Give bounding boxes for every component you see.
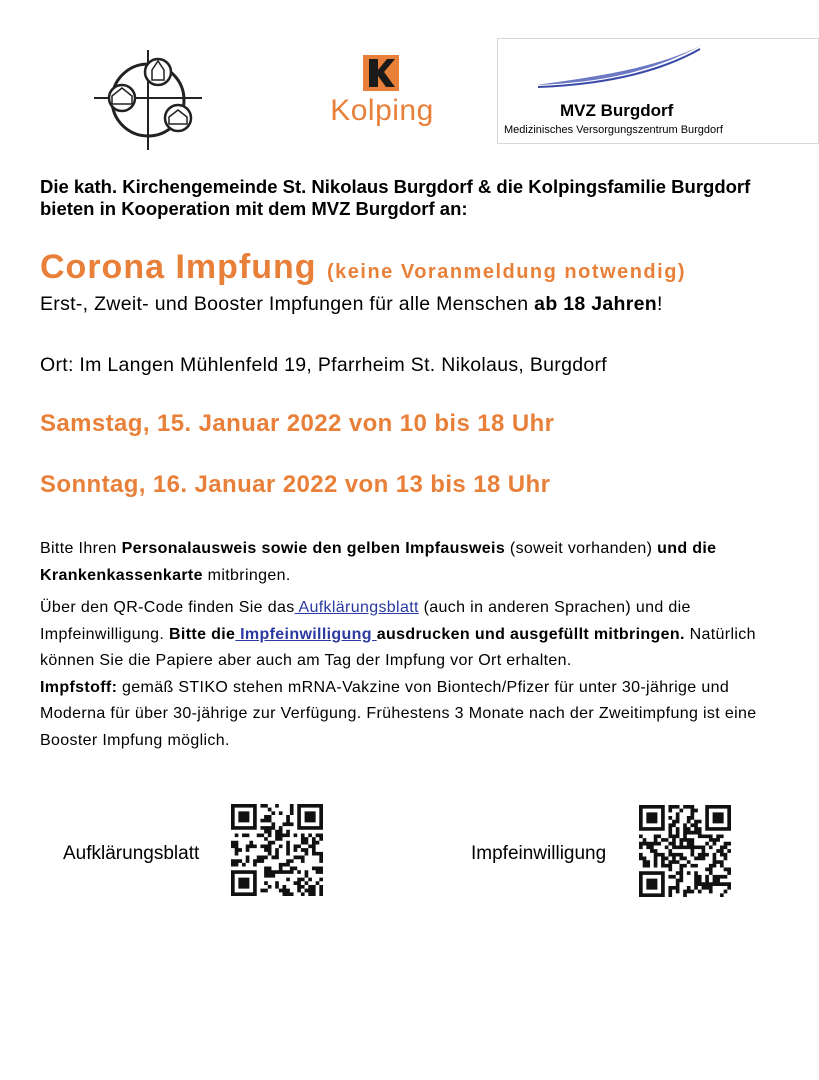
kolping-logo-mark [363, 55, 399, 91]
target-group-pre: Erst-, Zweit- und Booster Impfungen für alle Menschen [40, 293, 535, 315]
qr-finder-pattern [639, 805, 665, 831]
documents-text-1: Bitte Ihren [40, 540, 122, 557]
church-parish-logo [92, 48, 204, 152]
impfeinwilligung-link[interactable]: Impfeinwilligung [235, 625, 377, 643]
target-group-post: ! [657, 293, 663, 315]
target-group-bold: ab 18 Jahren [534, 293, 657, 315]
mvz-logo [497, 38, 819, 144]
qr-finder-pattern [231, 870, 257, 896]
date-saturday: Samstag, 15. Januar 2022 von 10 bis 18 Uhr [40, 410, 555, 437]
documents-paragraph [40, 536, 770, 589]
qr-label-aufklaerungsblatt: Aufklärungsblatt [63, 843, 200, 864]
qr-finder-pattern [297, 804, 323, 830]
mvz-logo-title: MVZ Burgdorf [560, 101, 674, 120]
target-group-text [40, 293, 663, 316]
qr-info-paragraph [40, 595, 770, 754]
headline [40, 248, 686, 287]
qr-info-text-1: Über den QR-Code finden Sie das [40, 599, 295, 616]
qr-code-aufklaerungsblatt[interactable] [231, 804, 323, 896]
qr-finder-pattern [705, 805, 731, 831]
documents-bold-2: und die Krankenkassenkarte [40, 540, 717, 584]
qr-info-bold-1: Bitte die [169, 625, 236, 643]
aufklaerungsblatt-link[interactable]: Aufklärungsblatt [294, 599, 419, 616]
date-sunday: Sonntag, 16. Januar 2022 von 13 bis 18 Uhr [40, 471, 551, 498]
headline-note: (keine Voranmeldung notwendig) [326, 261, 687, 283]
qr-info-text-2: (auch in anderen Sprachen) und die Impfeinwilligung. [40, 599, 691, 643]
qr-finder-pattern [639, 871, 665, 897]
documents-text-3: mitbringen. [202, 566, 291, 584]
documents-bold-1: Personalausweis sowie den gelben Impfausweis [121, 540, 506, 557]
intro-text: Die kath. Kirchengemeinde St. Nikolaus Burgdorf & die Kolpingsfamilie Burgdorf bieten in Kooperation mit dem MVZ Burgdorf an: [40, 176, 751, 219]
vaccine-label: Impfstoff: [40, 678, 118, 696]
qr-info-text-3: Natürlich können Sie die Papiere aber auch am Tag der Impfung vor Ort erhalten. [40, 625, 756, 669]
documents-text-2: (soweit vorhanden) [505, 540, 658, 557]
vaccine-text: gemäß STIKO stehen mRNA-Vakzine von Biontech/Pfizer für unter 30-jährige und Moderna für über 30-jährige zur Verfügung. Frühestens 3 Monate nach der Zweitimpfung ist eine Booster Impfung möglich. [40, 678, 757, 749]
headline-main: Corona Impfung [40, 248, 317, 286]
qr-finder-pattern [231, 804, 257, 830]
qr-info-bold-2: ausdrucken und ausgefüllt mitbringen. [376, 625, 685, 643]
mvz-logo-subtitle: Medizinisches Versorgungszentrum Burgdorf [504, 124, 723, 136]
kolping-logo-text: Kolping [330, 94, 434, 127]
qr-label-impfeinwilligung: Impfeinwilligung [471, 843, 607, 864]
qr-code-impfeinwilligung[interactable] [639, 805, 731, 897]
location-text: Ort: Im Langen Mühlenfeld 19, Pfarrheim St. Nikolaus, Burgdorf [40, 354, 608, 376]
mvz-swoosh-icon [534, 43, 704, 89]
